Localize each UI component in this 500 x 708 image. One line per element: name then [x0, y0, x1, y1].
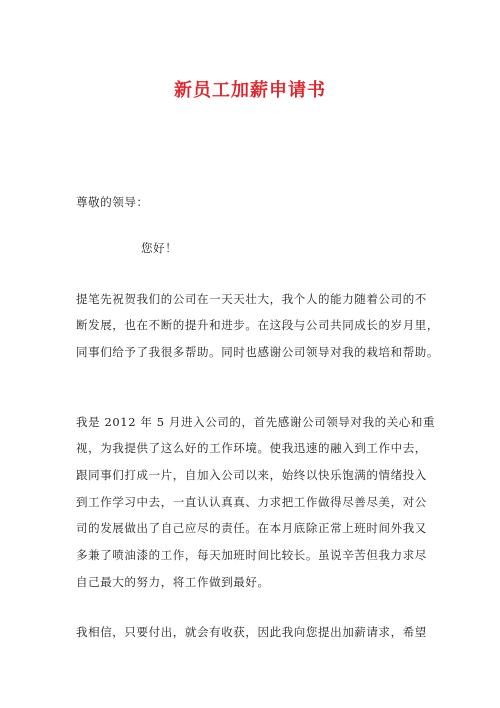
- paragraph-line: 同事们给予了我很多帮助。同时也感谢公司领导对我的栽培和帮助。: [76, 345, 439, 359]
- document-title: 新员工加薪申请书: [174, 80, 326, 101]
- paragraph-line: 我是 2012 年 5 月进入公司的，首先感谢公司领导对我的关心和重: [76, 415, 436, 429]
- paragraph-line: 自己最大的努力，将工作做到最好。: [76, 575, 270, 589]
- paragraph-line: 跟同事们打成一片，自加入公司以来，始终以快乐饱满的情绪投入: [76, 468, 427, 482]
- paragraph-line: 断发展，也在不断的提升和进步。在这段与公司共同成长的岁月里，: [76, 318, 439, 332]
- paragraph-line: 多兼了喷油漆的工作，每天加班时间比较长。虽说辛苦但我力求尽: [76, 548, 427, 562]
- paragraph-line: 到工作学习中去，一直认认真真、力求把工作做得尽善尽美，对公: [76, 495, 427, 509]
- paragraph-line: 司的发展做出了自己应尽的责任。在本月底除正常上班时间外我又: [76, 521, 427, 535]
- greeting: 您好！: [141, 241, 178, 255]
- paragraph-line: 视，为我提供了这么好的工作环境。使我迅速的融入到工作中去，: [76, 441, 427, 455]
- paragraph-line: 我相信，只要付出，就会有收获，因此我向您提出加薪请求，希望: [76, 625, 427, 639]
- salutation: 尊敬的领导：: [76, 195, 149, 209]
- paragraph-line: 提笔先祝贺我们的公司在一天天壮大，我个人的能力随着公司的不: [76, 292, 427, 306]
